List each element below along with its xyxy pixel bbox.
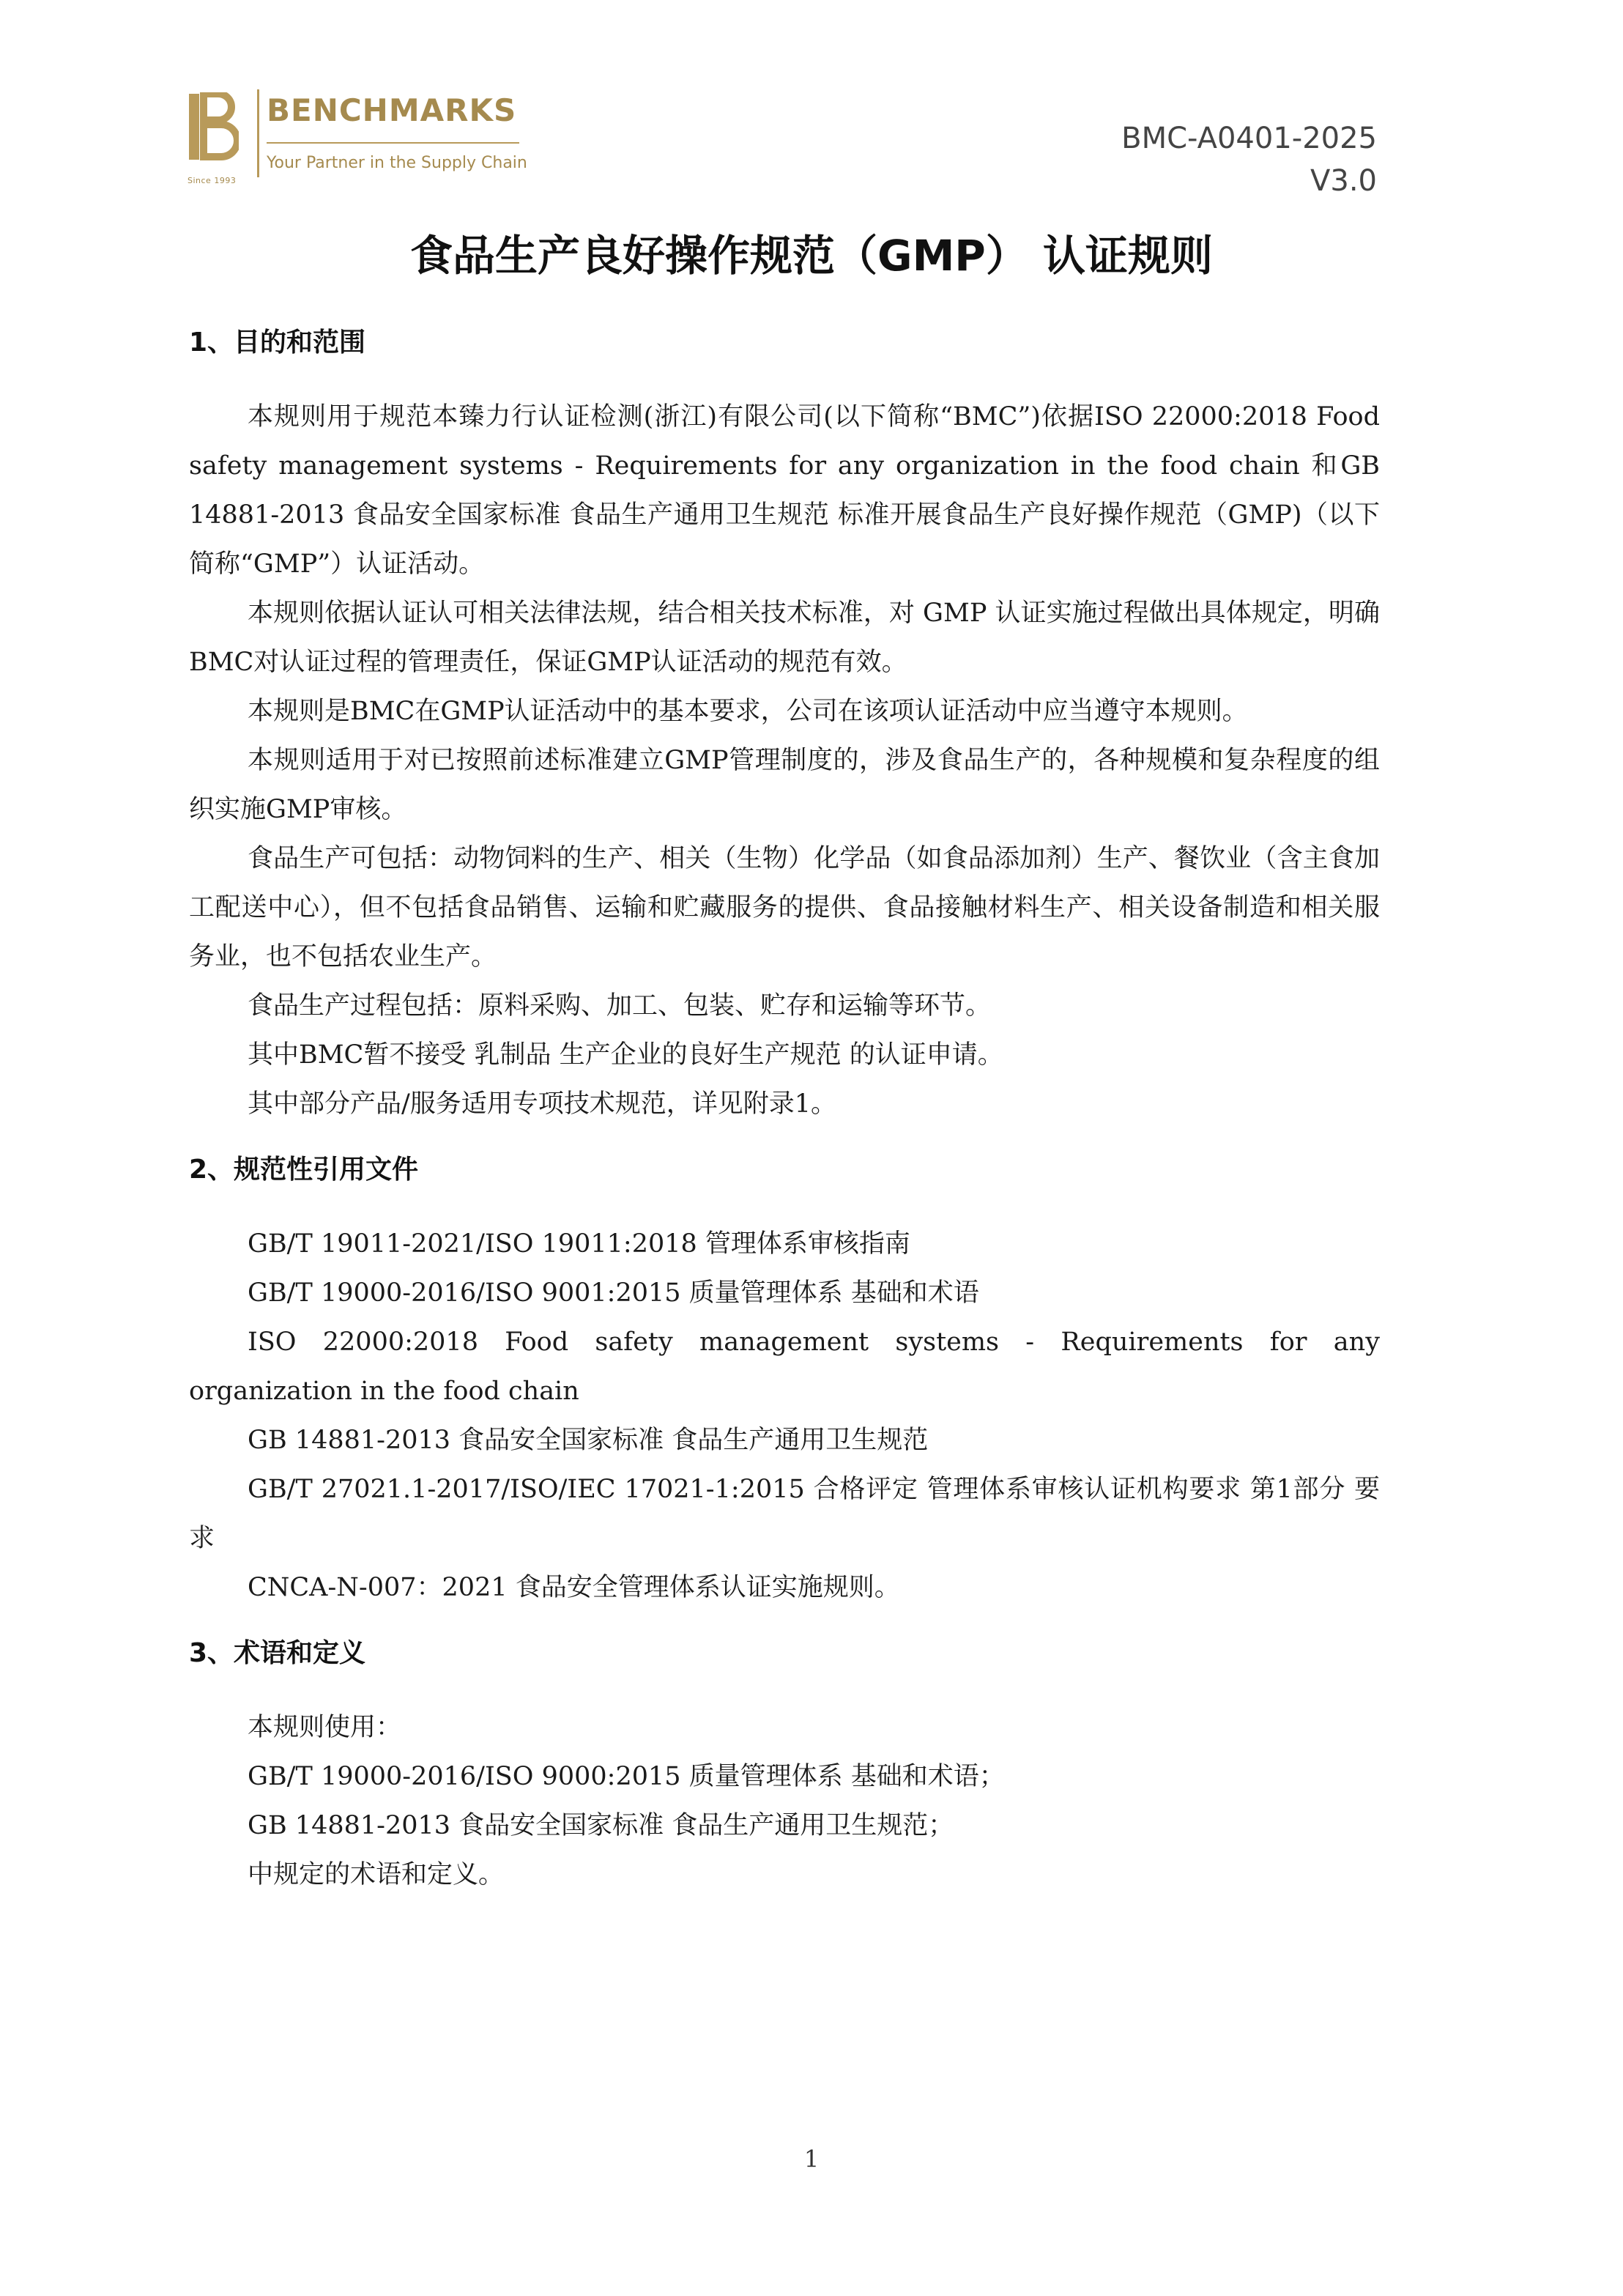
reference-item: GB/T 19000-2016/ISO 9001:2015 质量管理体系 基础和术语 — [248, 1278, 979, 1308]
document-body — [189, 322, 1380, 1900]
paragraph: 食品生产过程包括：原料采购、加工、包装、贮存和运输等环节。 — [248, 991, 992, 1021]
paragraph: 本规则用于规范本臻力行认证检测(浙江)有限公司(以下简称“BMC”)依据ISO 22000:2018 Food safety management systems - Requirements for any organization in the food chain 和GB 14881-2013 食品安全国家标准 食品生产通用卫生规范 标准开展食品生产良好操作规范（GMP)（以下简称“GMP”）认证活动。 — [189, 402, 1380, 579]
reference-item: GB/T 27021.1-2017/ISO/IEC 17021-1:2015 合格评定 管理体系审核认证机构要求 第1部分 要求 — [189, 1475, 1380, 1553]
paragraph: 其中BMC暂不接受 乳制品 生产企业的良好生产规范 的认证申请。 — [248, 1040, 1003, 1070]
section-heading: 3、术语和定义 — [189, 1638, 366, 1668]
logo-rule — [267, 142, 519, 144]
benchmarks-logo-icon — [187, 92, 239, 171]
section-heading: 1、目的和范围 — [189, 327, 366, 358]
reference-item: GB 14881-2013 食品安全国家标准 食品生产通用卫生规范 — [248, 1426, 929, 1455]
reference-item: CNCA-N-007：2021 食品安全管理体系认证实施规则。 — [248, 1573, 900, 1602]
document-id — [1121, 117, 1377, 202]
document-number: BMC-A0401-2025 — [1121, 122, 1377, 155]
paragraph: 本规则是BMC在GMP认证活动中的基本要求，公司在该项认证活动中应当遵守本规则。 — [248, 697, 1248, 726]
logo-since: Since 1993 — [187, 176, 237, 185]
paragraph: GB 14881-2013 食品安全国家标准 食品生产通用卫生规范； — [248, 1811, 954, 1840]
paragraph: 本规则依据认证认可相关法律法规，结合相关技术标准，对 GMP 认证实施过程做出具体规定，明确BMC对认证过程的管理责任，保证GMP认证活动的规范有效。 — [189, 599, 1380, 677]
paragraph: 本规则使用： — [248, 1713, 402, 1742]
logo-name: BENCHMARKS — [267, 92, 517, 128]
reference-item: GB/T 19011-2021/ISO 19011:2018 管理体系审核指南 — [248, 1229, 910, 1259]
reference-item: ISO 22000:2018 Food safety management systems - Requirements for any organization in the food chain — [189, 1327, 1380, 1406]
company-logo — [187, 86, 527, 185]
page-number: 1 — [803, 2145, 820, 2173]
logo-tagline: Your Partner in the Supply Chain — [267, 154, 527, 172]
paragraph: 其中部分产品/服务适用专项技术规范，详见附录1。 — [248, 1089, 837, 1119]
paragraph: 本规则适用于对已按照前述标准建立GMP管理制度的，涉及食品生产的，各种规模和复杂程度的组织实施GMP审核。 — [189, 746, 1380, 824]
page-title: 食品生产良好操作规范（GMP） 认证规则 — [409, 231, 1214, 281]
paragraph: 食品生产可包括：动物饲料的生产、相关（生物）化学品（如食品添加剂）生产、餐饮业（含主食加工配送中心），但不包括食品销售、运输和贮藏服务的提供、食品接触材料生产、相关设备制造和相关服务业，也不包括农业生产。 — [189, 844, 1380, 971]
document-version: V3.0 — [1310, 164, 1377, 198]
section-heading: 2、规范性引用文件 — [189, 1155, 419, 1185]
paragraph: GB/T 19000-2016/ISO 9000:2015 质量管理体系 基础和术语； — [248, 1762, 1005, 1791]
logo-separator — [257, 89, 259, 177]
paragraph: 中规定的术语和定义。 — [248, 1860, 505, 1889]
